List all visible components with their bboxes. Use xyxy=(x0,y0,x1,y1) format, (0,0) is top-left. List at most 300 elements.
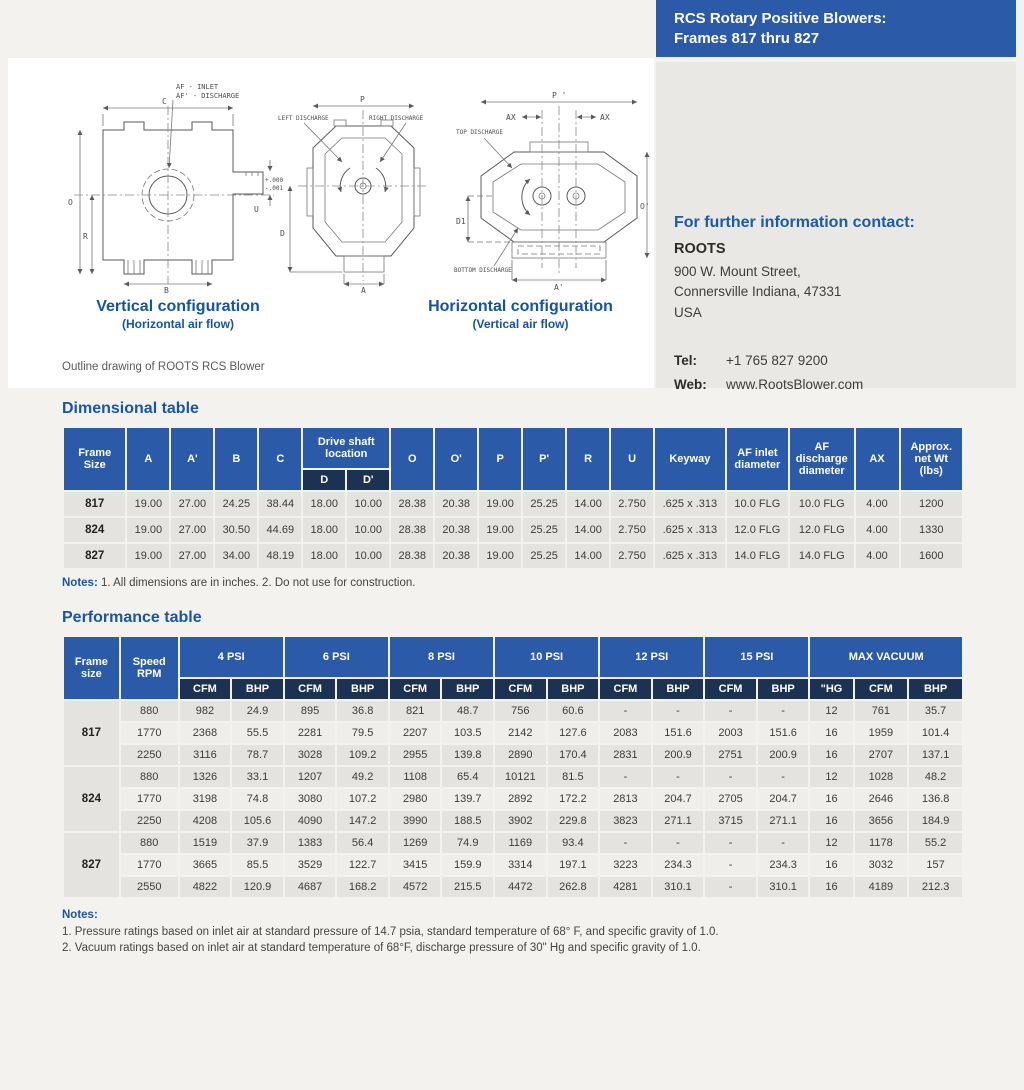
dim-value-cell: 14.00 xyxy=(567,518,609,542)
perf-value-cell: 3080 xyxy=(285,789,336,809)
perf-value-cell: 35.7 xyxy=(909,701,962,721)
perf-value-cell: 4822 xyxy=(180,877,231,897)
perf-table-row xyxy=(64,789,962,809)
dim-value-cell: 19.00 xyxy=(127,518,169,542)
web-value: www.RootsBlower.com xyxy=(726,376,864,392)
perf-value-cell: 136.8 xyxy=(909,789,962,809)
dim-value-cell: 1600 xyxy=(901,544,963,568)
speed-rpm-cell: 1770 xyxy=(121,789,178,809)
perf-value-cell: 3223 xyxy=(600,855,651,875)
dim-column-header: P' xyxy=(523,428,565,490)
perf-value-cell: 157 xyxy=(909,855,962,875)
perf-value-cell: 159.9 xyxy=(442,855,493,875)
dim-value-cell: 25.25 xyxy=(523,518,565,542)
perf-value-cell: 74.9 xyxy=(442,833,493,853)
dim-value-cell: 25.25 xyxy=(523,492,565,516)
perf-value-cell: 200.9 xyxy=(653,745,704,765)
perf-value-cell: 78.7 xyxy=(232,745,283,765)
perf-value-cell: 151.6 xyxy=(758,723,809,743)
hg-subheader: "HG xyxy=(810,679,852,699)
bhp-subheader: BHP xyxy=(442,679,493,699)
perf-value-cell: - xyxy=(705,767,756,787)
perf-value-cell: 48.7 xyxy=(442,701,493,721)
dim-value-cell: 10.00 xyxy=(347,492,389,516)
telephone-row xyxy=(674,353,996,368)
perf-value-cell: 93.4 xyxy=(548,833,599,853)
bhp-subheader: BHP xyxy=(232,679,283,699)
perf-value-cell: 271.1 xyxy=(758,811,809,831)
outline-drawing-note: Outline drawing of ROOTS RCS Blower xyxy=(62,361,265,373)
perf-value-cell: 212.3 xyxy=(909,877,962,897)
dim-value-cell: 10.00 xyxy=(347,544,389,568)
perf-value-cell: - xyxy=(653,767,704,787)
perf-value-cell: 3032 xyxy=(855,855,908,875)
perf-value-cell: 3198 xyxy=(180,789,231,809)
perf-value-cell: 2003 xyxy=(705,723,756,743)
blower-front-outline xyxy=(74,106,274,284)
right-discharge-label: RIGHT DISCHARGE xyxy=(369,115,424,122)
perf-value-cell: 761 xyxy=(855,701,908,721)
psi-group-header: 15 PSI xyxy=(705,637,808,677)
frame-size-cell: 827 xyxy=(64,833,119,897)
perf-value-cell: 85.5 xyxy=(232,855,283,875)
perf-value-cell: - xyxy=(705,833,756,853)
perf-value-cell: 101.4 xyxy=(909,723,962,743)
dim-value-cell: 14.00 xyxy=(567,492,609,516)
dim-value-cell: 2.750 xyxy=(611,492,653,516)
perf-value-cell: 74.8 xyxy=(232,789,283,809)
perf-value-cell: 16 xyxy=(810,811,852,831)
performance-notes xyxy=(62,907,967,957)
perf-value-cell: 200.9 xyxy=(758,745,809,765)
perf-value-cell: 16 xyxy=(810,855,852,875)
perf-value-cell: 170.4 xyxy=(548,745,599,765)
speed-rpm-cell: 1770 xyxy=(121,855,178,875)
perf-value-cell: 139.8 xyxy=(442,745,493,765)
perf-value-cell: 1108 xyxy=(390,767,441,787)
dim-value-cell: 14.00 xyxy=(567,544,609,568)
perf-value-cell: 12 xyxy=(810,701,852,721)
perf-value-cell: 2142 xyxy=(495,723,546,743)
dim-p-label: P xyxy=(360,95,365,104)
dim-value-cell: 2.750 xyxy=(611,544,653,568)
perf-value-cell: 4208 xyxy=(180,811,231,831)
perf-table-row xyxy=(64,701,962,721)
dim-column-header: C xyxy=(259,428,301,490)
dim-value-cell: 28.38 xyxy=(391,544,433,568)
dim-value-cell: 19.00 xyxy=(127,544,169,568)
perf-value-cell: 4472 xyxy=(495,877,546,897)
drive-shaft-subheader: D xyxy=(303,470,345,490)
caption-title: Vertical configuration xyxy=(96,298,260,315)
perf-value-cell: 24.9 xyxy=(232,701,283,721)
perf-value-cell: - xyxy=(705,855,756,875)
psi-group-header: 8 PSI xyxy=(390,637,493,677)
dim-value-cell: 30.50 xyxy=(215,518,257,542)
dim-value-cell: 25.25 xyxy=(523,544,565,568)
perf-value-cell: 2831 xyxy=(600,745,651,765)
horizontal-view-dimensions xyxy=(454,91,650,292)
frame-size-cell: 827 xyxy=(64,544,125,568)
perf-value-cell: 1169 xyxy=(495,833,546,853)
perf-value-cell: 139.7 xyxy=(442,789,493,809)
bhp-subheader: BHP xyxy=(548,679,599,699)
company-name: ROOTS xyxy=(674,241,726,257)
dim-d1-label: D1 xyxy=(456,217,466,226)
dim-a-prime-label: A' xyxy=(554,283,564,292)
speed-rpm-cell: 2550 xyxy=(121,877,178,897)
drive-shaft-subheader: D' xyxy=(347,470,389,490)
frame-size-cell: 817 xyxy=(64,701,119,765)
caption-subtitle: (Vertical air flow) xyxy=(472,317,569,331)
dimensional-table-title: Dimensional table xyxy=(62,400,199,417)
perf-value-cell: - xyxy=(600,701,651,721)
perf-value-cell: 1383 xyxy=(285,833,336,853)
af-discharge-label: AF' - DISCHARGE xyxy=(176,92,240,100)
perf-value-cell: 271.1 xyxy=(653,811,704,831)
dim-value-cell: 12.0 FLG xyxy=(790,518,853,542)
perf-value-cell: - xyxy=(600,833,651,853)
perf-value-cell: 16 xyxy=(810,877,852,897)
bhp-subheader: BHP xyxy=(337,679,388,699)
dim-value-cell: 19.00 xyxy=(479,492,521,516)
bhp-subheader: BHP xyxy=(909,679,962,699)
perf-value-cell: 2281 xyxy=(285,723,336,743)
dim-ax-left-label: AX xyxy=(506,113,516,122)
dim-p-prime-label: P ' xyxy=(552,91,567,100)
speed-rpm-cell: 880 xyxy=(121,767,178,787)
perf-column-header: Speed RPM xyxy=(121,637,178,699)
speed-rpm-cell: 2250 xyxy=(121,745,178,765)
perf-value-cell: 16 xyxy=(810,723,852,743)
dim-value-cell: 10.0 FLG xyxy=(727,492,788,516)
top-discharge-label: TOP DISCHARGE xyxy=(456,129,503,136)
perf-value-cell: 2083 xyxy=(600,723,651,743)
dim-column-header: R xyxy=(567,428,609,490)
perf-value-cell: 234.3 xyxy=(653,855,704,875)
perf-value-cell: 204.7 xyxy=(653,789,704,809)
dimensional-notes xyxy=(62,577,967,589)
perf-value-cell: 3314 xyxy=(495,855,546,875)
perf-value-cell: 2890 xyxy=(495,745,546,765)
contact-panel xyxy=(656,62,1016,392)
dim-value-cell: 28.38 xyxy=(391,518,433,542)
perf-value-cell: 4189 xyxy=(855,877,908,897)
bhp-subheader: BHP xyxy=(653,679,704,699)
perf-value-cell: 3656 xyxy=(855,811,908,831)
document-title-line1: RCS Rotary Positive Blowers: xyxy=(674,10,887,27)
perf-value-cell: - xyxy=(758,701,809,721)
bhp-subheader: BHP xyxy=(758,679,809,699)
perf-table-row xyxy=(64,811,962,831)
dim-column-header: Approx. net Wt (lbs) xyxy=(901,428,963,490)
contact-heading: For further information contact: xyxy=(674,214,915,231)
perf-value-cell: 2707 xyxy=(855,745,908,765)
perf-value-cell: - xyxy=(600,767,651,787)
address-line: Connersville Indiana, 47331 xyxy=(674,284,842,300)
perf-value-cell: 188.5 xyxy=(442,811,493,831)
dim-value-cell: 19.00 xyxy=(479,518,521,542)
dim-value-cell: 19.00 xyxy=(127,492,169,516)
vertical-configuration-caption xyxy=(53,298,303,331)
dim-table-row xyxy=(64,544,962,568)
dim-column-header: A' xyxy=(171,428,213,490)
dim-value-cell: 27.00 xyxy=(171,544,213,568)
note-line: 1. Pressure ratings based on inlet air at standard pressure of 14.7 psia, standard temperature of 68° F, and specific gravity of 1.0. xyxy=(62,925,719,938)
perf-value-cell: 33.1 xyxy=(232,767,283,787)
dim-value-cell: 2.750 xyxy=(611,518,653,542)
dim-column-header: P xyxy=(479,428,521,490)
perf-value-cell: 4572 xyxy=(390,877,441,897)
perf-value-cell: 127.6 xyxy=(548,723,599,743)
perf-value-cell: 3990 xyxy=(390,811,441,831)
perf-value-cell: 168.2 xyxy=(337,877,388,897)
psi-group-header: 6 PSI xyxy=(285,637,388,677)
dim-value-cell: 34.00 xyxy=(215,544,257,568)
perf-value-cell: 895 xyxy=(285,701,336,721)
drive-shaft-group-header: Drive shaft location xyxy=(303,428,389,468)
perf-value-cell: 2646 xyxy=(855,789,908,809)
perf-value-cell: 215.5 xyxy=(442,877,493,897)
perf-value-cell: - xyxy=(705,701,756,721)
dim-value-cell: 44.69 xyxy=(259,518,301,542)
cfm-subheader: CFM xyxy=(600,679,651,699)
perf-value-cell: 756 xyxy=(495,701,546,721)
perf-value-cell: 310.1 xyxy=(758,877,809,897)
dim-value-cell: 4.00 xyxy=(856,544,899,568)
right-column xyxy=(656,0,1016,392)
perf-value-cell: 3116 xyxy=(180,745,231,765)
perf-table-row xyxy=(64,855,962,875)
perf-value-cell: 65.4 xyxy=(442,767,493,787)
perf-value-cell: 109.2 xyxy=(337,745,388,765)
perf-value-cell: 10121 xyxy=(495,767,546,787)
psi-group-header: 10 PSI xyxy=(495,637,598,677)
perf-value-cell: 1519 xyxy=(180,833,231,853)
dim-column-header: U xyxy=(611,428,653,490)
dim-value-cell: 14.0 FLG xyxy=(790,544,853,568)
speed-rpm-cell: 880 xyxy=(121,701,178,721)
perf-value-cell: 4281 xyxy=(600,877,651,897)
dim-r-label: R xyxy=(83,232,88,241)
dim-value-cell: 12.0 FLG xyxy=(727,518,788,542)
perf-value-cell: 16 xyxy=(810,789,852,809)
dim-value-cell: 18.00 xyxy=(303,544,345,568)
dim-d-label: D xyxy=(280,229,285,238)
notes-text: 1. All dimensions are in inches. 2. Do not use for construction. xyxy=(97,577,416,589)
perf-value-cell: 3715 xyxy=(705,811,756,831)
perf-value-cell: 2813 xyxy=(600,789,651,809)
tel-value: +1 765 827 9200 xyxy=(726,352,828,368)
horizontal-configuration-drawing xyxy=(454,76,652,294)
notes-label: Notes: xyxy=(62,577,98,589)
bottom-discharge-label: BOTTOM DISCHARGE xyxy=(454,267,512,274)
perf-value-cell: 79.5 xyxy=(337,723,388,743)
dim-value-cell: 24.25 xyxy=(215,492,257,516)
perf-value-cell: 262.8 xyxy=(548,877,599,897)
perf-value-cell: 2892 xyxy=(495,789,546,809)
perf-value-cell: 1178 xyxy=(855,833,908,853)
perf-value-cell: 12 xyxy=(810,767,852,787)
perf-value-cell: 4687 xyxy=(285,877,336,897)
cfm-subheader: CFM xyxy=(390,679,441,699)
perf-value-cell: 1207 xyxy=(285,767,336,787)
dim-value-cell: 28.38 xyxy=(391,492,433,516)
perf-value-cell: 3028 xyxy=(285,745,336,765)
caption-subtitle: (Horizontal air flow) xyxy=(122,317,234,331)
dim-value-cell: 1330 xyxy=(901,518,963,542)
dim-o-prime-label: O' xyxy=(640,202,650,211)
cfm-subheader: CFM xyxy=(285,679,336,699)
speed-rpm-cell: 2250 xyxy=(121,811,178,831)
perf-value-cell: 2980 xyxy=(390,789,441,809)
dim-value-cell: 20.38 xyxy=(435,492,477,516)
dim-column-header: A xyxy=(127,428,169,490)
document-title-line2: Frames 817 thru 827 xyxy=(674,29,820,47)
perf-value-cell: 3529 xyxy=(285,855,336,875)
dim-value-cell: 1200 xyxy=(901,492,963,516)
perf-value-cell: 105.6 xyxy=(232,811,283,831)
document-title xyxy=(656,0,1016,57)
tables-section xyxy=(62,400,967,957)
psi-group-header: 4 PSI xyxy=(180,637,283,677)
perf-value-cell: 60.6 xyxy=(548,701,599,721)
caption-title: Horizontal configuration xyxy=(428,298,613,315)
perf-value-cell: 982 xyxy=(180,701,231,721)
speed-rpm-cell: 880 xyxy=(121,833,178,853)
dim-value-cell: 14.0 FLG xyxy=(727,544,788,568)
frame-size-cell: 824 xyxy=(64,767,119,831)
dim-value-cell: 4.00 xyxy=(856,492,899,516)
cfm-subheader: CFM xyxy=(855,679,908,699)
perf-value-cell: 1269 xyxy=(390,833,441,853)
perf-value-cell: 1028 xyxy=(855,767,908,787)
perf-value-cell: 3415 xyxy=(390,855,441,875)
perf-value-cell: 172.2 xyxy=(548,789,599,809)
perf-value-cell: 3823 xyxy=(600,811,651,831)
notes-label: Notes: xyxy=(62,909,98,921)
perf-value-cell: - xyxy=(758,833,809,853)
cfm-subheader: CFM xyxy=(705,679,756,699)
dim-value-cell: .625 x .313 xyxy=(655,492,725,516)
web-label: Web: xyxy=(674,376,707,392)
perf-table-row xyxy=(64,877,962,897)
perf-value-cell: - xyxy=(653,833,704,853)
address-line: USA xyxy=(674,304,702,320)
dim-column-header: Keyway xyxy=(655,428,725,490)
dim-value-cell: 18.00 xyxy=(303,518,345,542)
perf-table-row xyxy=(64,723,962,743)
cfm-subheader: CFM xyxy=(180,679,231,699)
perf-value-cell: 122.7 xyxy=(337,855,388,875)
perf-value-cell: - xyxy=(758,767,809,787)
perf-value-cell: 2751 xyxy=(705,745,756,765)
blower-horizontal-outline xyxy=(481,106,637,276)
perf-value-cell: 16 xyxy=(810,745,852,765)
perf-value-cell: 103.5 xyxy=(442,723,493,743)
dim-value-cell: 20.38 xyxy=(435,544,477,568)
horizontal-configuration-caption xyxy=(398,298,643,331)
dim-value-cell: 38.44 xyxy=(259,492,301,516)
dim-a-label: A xyxy=(361,286,366,294)
perf-value-cell: 48.2 xyxy=(909,767,962,787)
perf-value-cell: 81.5 xyxy=(548,767,599,787)
perf-value-cell: 3665 xyxy=(180,855,231,875)
dim-value-cell: 20.38 xyxy=(435,518,477,542)
dim-b-label: B xyxy=(164,286,169,294)
cfm-subheader: CFM xyxy=(495,679,546,699)
website-row xyxy=(674,377,996,392)
perf-value-cell: 36.8 xyxy=(337,701,388,721)
max-vacuum-group-header: MAX VACUUM xyxy=(810,637,962,677)
perf-value-cell: 2207 xyxy=(390,723,441,743)
perf-value-cell: 204.7 xyxy=(758,789,809,809)
dim-column-header: AX xyxy=(856,428,899,490)
dim-value-cell: 27.00 xyxy=(171,518,213,542)
dim-c-label: C xyxy=(162,97,167,106)
dim-table-row xyxy=(64,492,962,516)
dim-u-label: U xyxy=(254,205,259,214)
perf-value-cell: 310.1 xyxy=(653,877,704,897)
perf-value-cell: 3902 xyxy=(495,811,546,831)
perf-value-cell: 197.1 xyxy=(548,855,599,875)
perf-value-cell: 55.5 xyxy=(232,723,283,743)
frame-size-cell: 817 xyxy=(64,492,125,516)
perf-value-cell: 821 xyxy=(390,701,441,721)
dim-value-cell: 48.19 xyxy=(259,544,301,568)
tolerance-minus-label: -.001 xyxy=(265,185,284,192)
perf-value-cell: 1326 xyxy=(180,767,231,787)
dim-value-cell: .625 x .313 xyxy=(655,544,725,568)
perf-value-cell: 184.9 xyxy=(909,811,962,831)
perf-value-cell: 229.8 xyxy=(548,811,599,831)
vertical-configuration-drawing xyxy=(58,76,288,294)
af-inlet-label: AF - INLET xyxy=(176,83,219,91)
perf-value-cell: 37.9 xyxy=(232,833,283,853)
perf-value-cell: 2368 xyxy=(180,723,231,743)
tel-label: Tel: xyxy=(674,352,697,368)
dim-value-cell: 10.00 xyxy=(347,518,389,542)
perf-value-cell: 147.2 xyxy=(337,811,388,831)
perf-value-cell: 2955 xyxy=(390,745,441,765)
left-discharge-label: LEFT DISCHARGE xyxy=(278,115,329,122)
perf-value-cell: 120.9 xyxy=(232,877,283,897)
perf-value-cell: 1959 xyxy=(855,723,908,743)
side-view-drawing xyxy=(276,76,451,294)
speed-rpm-cell: 1770 xyxy=(121,723,178,743)
dim-value-cell: 19.00 xyxy=(479,544,521,568)
frame-size-cell: 824 xyxy=(64,518,125,542)
note-line: 2. Vacuum ratings based on inlet air at standard temperature of 68°F, discharge pressure of 30" Hg and specific gravity of 1.0. xyxy=(62,942,701,955)
perf-value-cell: 49.2 xyxy=(337,767,388,787)
drawings-panel xyxy=(8,58,654,388)
perf-value-cell: 12 xyxy=(810,833,852,853)
perf-table-row xyxy=(64,833,962,853)
psi-group-header: 12 PSI xyxy=(600,637,703,677)
dim-column-header: AF discharge diameter xyxy=(790,428,853,490)
perf-value-cell: - xyxy=(653,701,704,721)
dim-o-label: O xyxy=(68,198,73,207)
dim-value-cell: 27.00 xyxy=(171,492,213,516)
perf-value-cell: 107.2 xyxy=(337,789,388,809)
dim-column-header: O' xyxy=(435,428,477,490)
perf-table-row xyxy=(64,767,962,787)
dim-value-cell: .625 x .313 xyxy=(655,518,725,542)
perf-value-cell: 4090 xyxy=(285,811,336,831)
dim-column-header: B xyxy=(215,428,257,490)
dimensional-table xyxy=(62,426,964,570)
dim-column-header: Frame Size xyxy=(64,428,125,490)
